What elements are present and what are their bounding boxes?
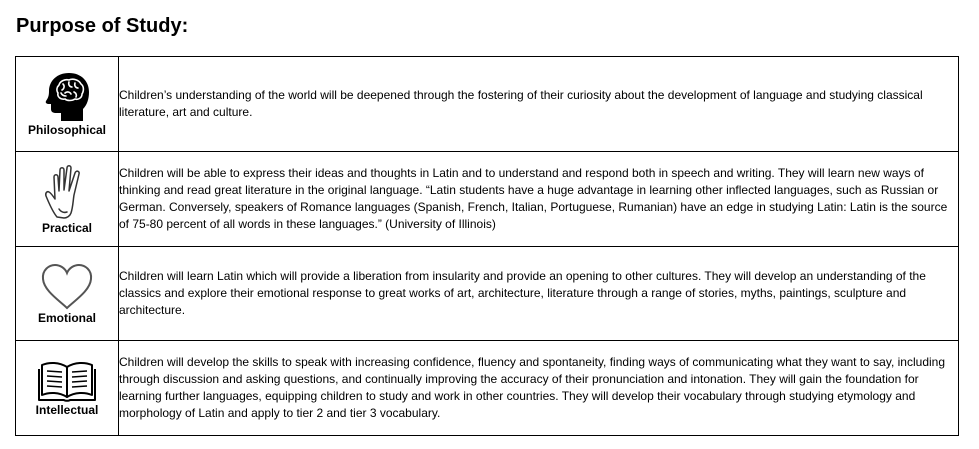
row-icon-cell [16,152,119,247]
row-icon-cell [16,341,119,436]
brain-head-icon [16,71,118,123]
table-row [16,341,959,436]
table-row [16,247,959,341]
heart-icon [16,263,118,311]
row-description: Children will learn Latin which will provide a liberation from insularity and provide an opening to other cultures. They will develop an understanding of the classics and explore their emotional response to great works of art, architecture, literature through a range of stories, myths, paintings, sculpture and architecture. [119,247,959,341]
row-description: Children will develop the skills to speak with increasing confidence, fluency and spontaneity, finding ways of communicating what they want to say, including through discussion and asking questions, and continually improving the accuracy of their pronunciation and intonation. They will gain the foundation for learning further languages, equipping children to study and work in other countries. They will develop their vocabulary through studying etymology and morphology of Latin and apply to tier 2 and tier 3 vocabulary. [119,341,959,436]
row-description: Children will be able to express their ideas and thoughts in Latin and to understand and respond both in speech and writing. They will learn new ways of thinking and read great literature in the original language. “Latin students have a huge advantage in learning other inflected languages, such as Russian or German. Conversely, speakers of Romance languages (Spanish, French, Italian, Portuguese, Rumanian) have an edge in studying Latin: Latin is the source of 75-80 percent of all words in these languages.” (University of Illinois) [119,152,959,247]
row-icon-cell [16,247,119,341]
row-description: Children’s understanding of the world will be deepened through the fostering of their curiosity about the development of language and studying classical literature, art and culture. [119,57,959,152]
purpose-table [15,56,959,436]
row-label: Practical [41,221,93,235]
table-row [16,57,959,152]
hand-icon [16,163,118,221]
row-label: Intellectual [35,403,99,417]
row-icon-cell [16,57,119,152]
row-label: Philosophical [27,123,106,137]
table-row [16,152,959,247]
row-label: Emotional [37,310,96,325]
open-book-icon [16,359,118,403]
page-title: Purpose of Study: [16,15,189,37]
